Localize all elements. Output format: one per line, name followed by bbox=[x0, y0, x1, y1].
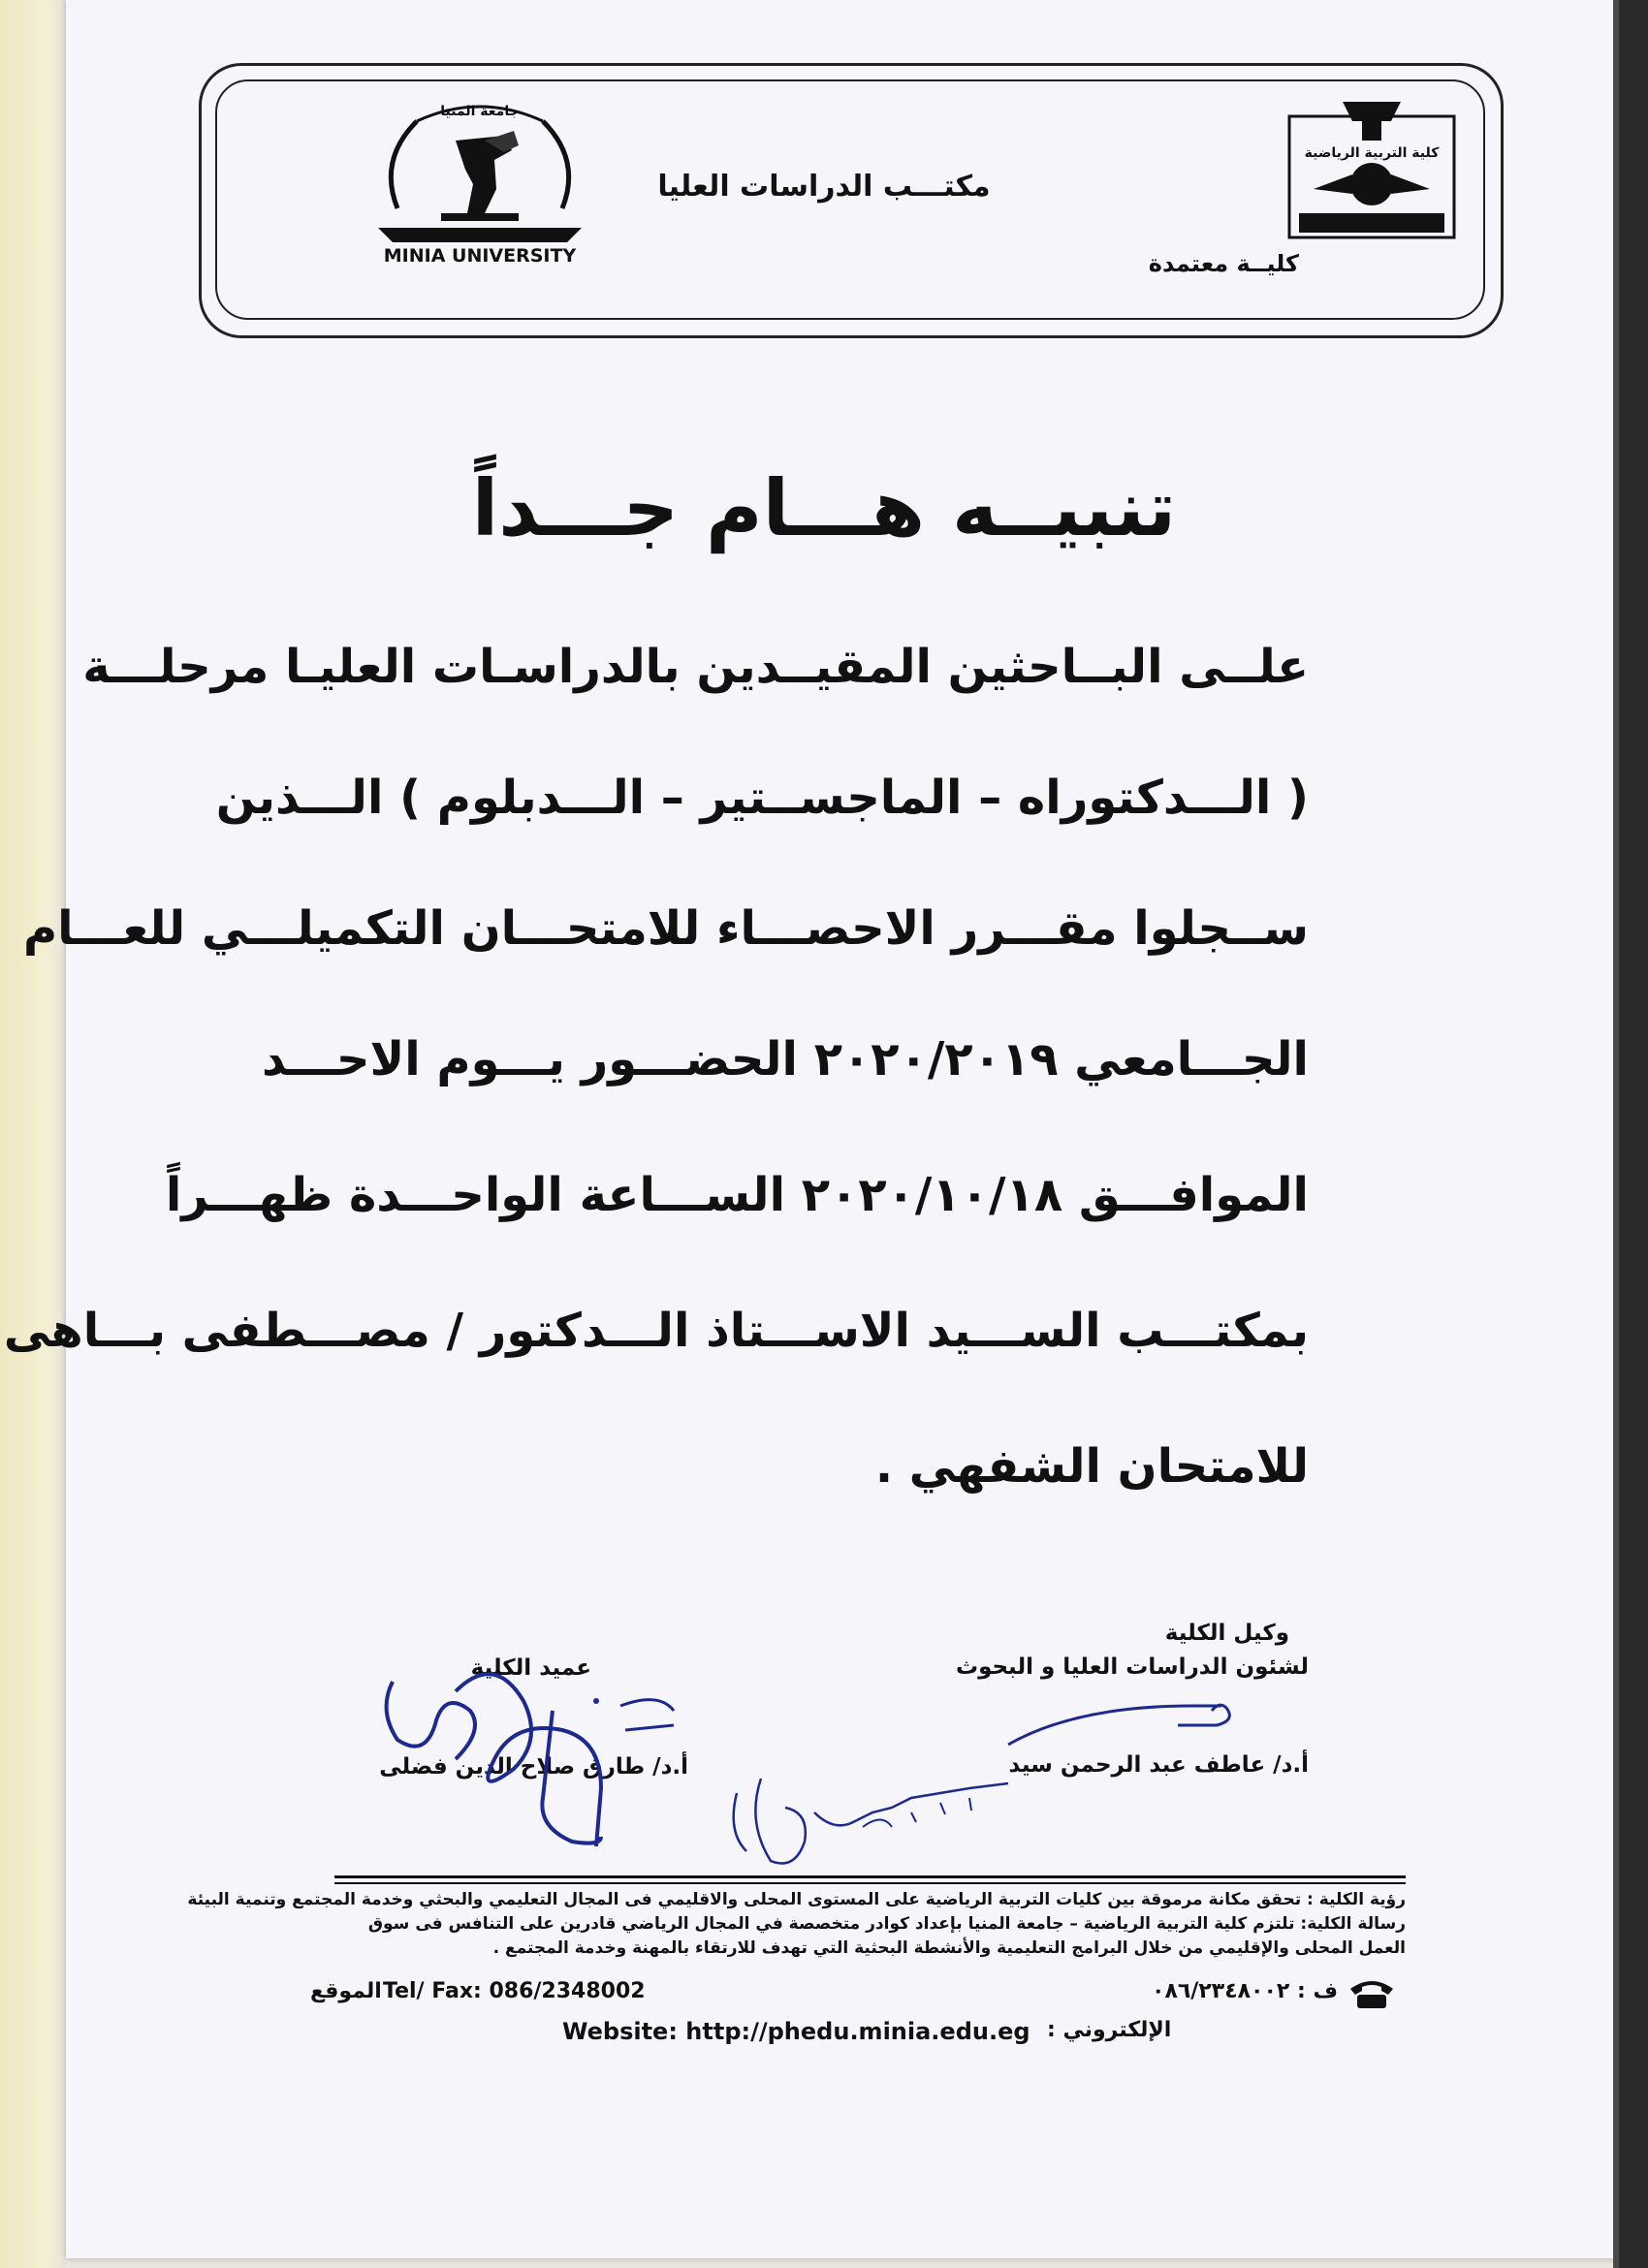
dean-title: عميد الكلية bbox=[470, 1655, 591, 1681]
fax-arabic: ف : ٠٨٦/٢٣٤٨٠٠٢ bbox=[1152, 1979, 1338, 2003]
website-label: الإلكتروني : bbox=[1047, 2018, 1172, 2042]
vice-dean-name: أ.د/ عاطف عبد الرحمن سيد bbox=[1008, 1752, 1309, 1778]
footer-rule-bottom bbox=[334, 1882, 1406, 1884]
accredited-label: كليــة معتمدة bbox=[1148, 250, 1299, 277]
svg-text:جامعة المنيا: جامعة المنيا bbox=[440, 104, 520, 119]
vice-dean-title: وكيل الكلية bbox=[1164, 1621, 1289, 1646]
vice-dean-signature bbox=[998, 1686, 1251, 1754]
vice-dean-role: لشئون الدراسات العليا و البحوث bbox=[955, 1654, 1309, 1680]
notice-line: ( الـــدكتوراه – الماجســتير – الـــدبلوم ) الـــذين bbox=[215, 771, 1309, 825]
office-title: مكتـــب الدراسات العليا bbox=[657, 170, 991, 204]
website-link[interactable]: Website: http://phedu.minia.edu.eg bbox=[562, 2018, 1030, 2045]
registrar-signature bbox=[717, 1754, 1028, 1880]
college-vision: رؤية الكلية : تحقق مكانة مرموقة بين كليات التربية الرياضية على المستوى المحلى والاقليمي فى المجال التعليمي والبحثي وخدمة المجتمع وتنمية البيئة bbox=[187, 1890, 1406, 1909]
tel-fax: Tel/ Fax: 086/2348002 bbox=[383, 1979, 646, 2003]
notice-line: علــى البــاحثين المقيــدين بالدراسـات العليـا مرحلـــة bbox=[82, 640, 1309, 694]
dean-signature bbox=[378, 1653, 688, 1856]
dean-name: أ.د/ طارق صلاح الدين فضلى bbox=[379, 1754, 688, 1780]
footer-rule-top bbox=[334, 1875, 1406, 1878]
college-mission-line-2: العمل المحلى والإقليمي من خلال البرامج التعليمية والأنشطة البحثية التي تهدف للارتقاء بالمهنة وخدمة المجتمع . bbox=[492, 1938, 1406, 1958]
notice-line: الجـــامعي ٢٠٢٠/٢٠١٩ الحضـــور يـــوم الاحـــد bbox=[261, 1032, 1309, 1087]
faculty-logo bbox=[1284, 97, 1459, 242]
scan-margin-right bbox=[1619, 0, 1648, 2268]
svg-text:MINIA UNIVERSITY: MINIA UNIVERSITY bbox=[383, 245, 577, 267]
telephone-icon bbox=[1347, 1977, 1396, 2010]
svg-text:كلية التربية الرياضية: كلية التربية الرياضية bbox=[1304, 145, 1440, 161]
notice-title: تنبيــه هـــام جـــداً bbox=[471, 463, 1177, 553]
notice-line: بمكتـــب الســـيد الاســـتاذ الـــدكتور / مصـــطفى بـــاهى bbox=[3, 1304, 1309, 1358]
college-mission-line-1: رسالة الكلية: تلتزم كلية التربية الرياضية – جامعة المنيا بإعداد كوادر متخصصة في المجال الرياضي قادرين على التنافس فى سوق bbox=[367, 1914, 1406, 1934]
site-label: الموقع bbox=[310, 1979, 382, 2003]
minia-university-logo bbox=[359, 92, 601, 267]
notice-line: للامتحان الشفهي . bbox=[874, 1439, 1309, 1494]
notice-line: ســجلوا مقـــرر الاحصـــاء للامتحـــان التكميلـــي للعـــام bbox=[23, 901, 1309, 956]
notice-line: الموافـــق ٢٠٢٠/١٠/١٨ الســـاعة الواحـــدة ظهـــراً bbox=[165, 1168, 1309, 1222]
scan-margin-left bbox=[0, 0, 66, 2268]
